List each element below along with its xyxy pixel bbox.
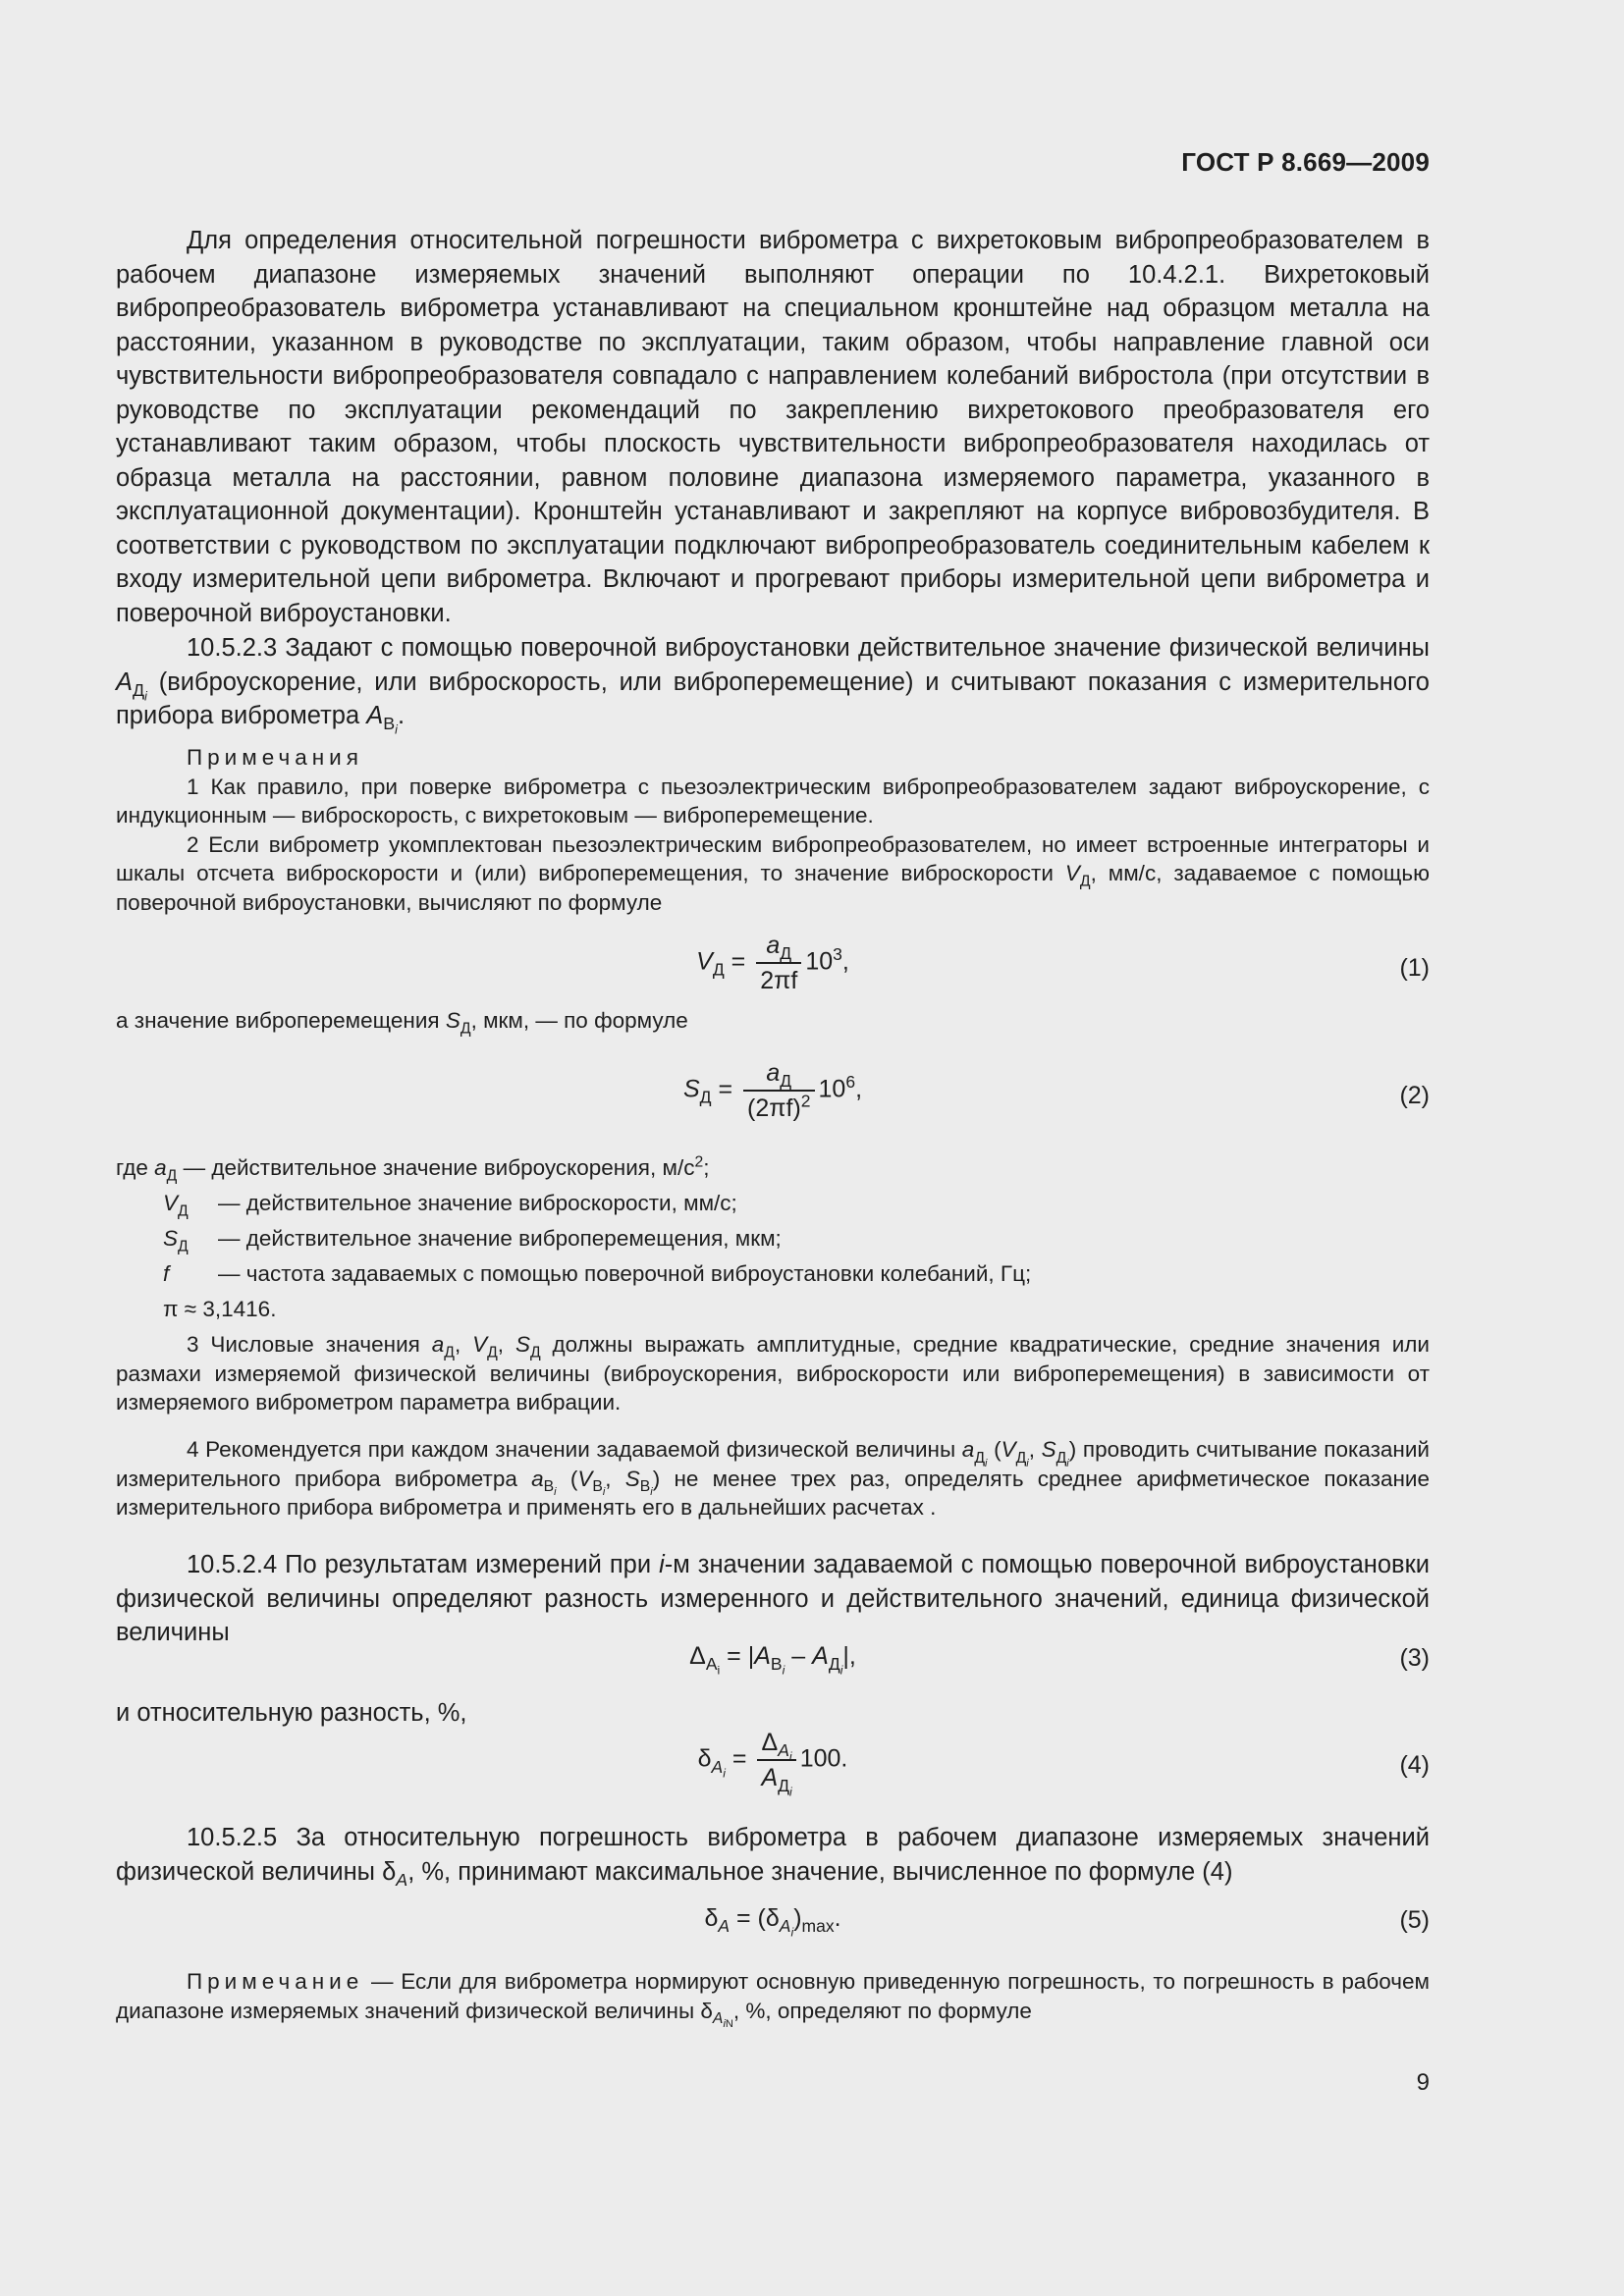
where-row: $V_Д$ — действительное значение виброскорости, мм/с; [163, 1191, 737, 1220]
where-row: $S_Д$ — действительное значение виброперемещения, мкм; [163, 1226, 782, 1255]
where-pi: π ≈ 3,1416. [163, 1297, 277, 1321]
formula-5: $\delta_A = (\delta_{A_i})_{max}$. (5) [704, 1904, 1430, 1940]
paragraph-10-5-2-4: 10.5.2.4 По результатам измерений при i-м значении задаваемой с помощью поверочной виброустановки физической величины определяют разность измеренного и действительного значений, единица физической величины [116, 1551, 1430, 1646]
note-3: 3 Числовые значения $a_Д$, $V_Д$, $S_Д$ должны выражать амплитудные, средние квадратические, средние значения или размахи измеряемой физической величины (виброускорения, виброскорости или виброперемещения) в зависимости от измеряемого виброметром параметра вибрации. [116, 1332, 1430, 1415]
paragraph-10-5-2-3: 10.5.2.3 Задают с помощью поверочной виброустановки действительное значение физической величины $A_{Д_i}$ (виброускорение, или виброскорость, или виброперемещение) и считывают показания с измерительного прибора виброметра $A_{В_i}$. [116, 634, 1430, 737]
formula-2: $S_Д$ = $\frac{a_Д}{(2\pi f)^2}$ $10^6$, (2) [682, 1059, 1430, 1122]
note-4: 4 Рекомендуется при каждом значении задаваемой физической величины $a_{Д_i}$ ($V_{Д_i}$, $S_{Д_i}$) проводить считывание показаний измерительного прибора виброметра $a_{В_i}$ ($V_{В_i}$, $S_{В_i}$) не менее трех раз, определять среднее арифметическое показание измерительного прибора виброметра и применять его в дальнейших расчетах . [116, 1437, 1430, 1520]
formula-3-number: (3) [1399, 1644, 1430, 1672]
formula-4-number: (4) [1399, 1751, 1430, 1779]
document-header: ГОСТ Р 8.669—2009 [1181, 147, 1430, 177]
where-first: где $a_Д$ — действительное значение виброускорения, $м/с^2$; [116, 1153, 710, 1185]
formula-2-number: (2) [1399, 1082, 1430, 1109]
note-1: 1 Как правило, при поверке виброметра с пьезоэлектрическим вибропреобразователем задают виброускорение, с индукционным — виброскорость, с вихретоковым — виброперемещение. [116, 774, 1430, 828]
formula-1: $V_Д$ = $\frac{a_Д}{2\pi f}$ $10^3$, (1) [696, 932, 1430, 994]
final-note: Примечание — Если для виброметра нормируют основную приведенную погрешность, то погрешность в рабочем диапазоне измеряемых значений физической величины $\delta_{A_{iN}}$, %, определяют по формуле [116, 1969, 1430, 2030]
text-between-1-2: а значение виброперемещения $S_Д$, мкм, — по формуле [116, 1008, 688, 1038]
paragraph-10-5-2-5: 10.5.2.5 За относительную погрешность виброметра в рабочем диапазоне измеряемых значений физической величины $\delta_A$, %, принимают максимальное значение, вычисленное по формуле (4) [116, 1824, 1430, 1890]
formula-3: $\Delta_{A_i} = |A_{В_i} - A_{Д_i}|$, (3) [689, 1642, 1430, 1678]
formula-4: $\delta_{A_i}$ = $\frac{\Delta_{A_i}}{A_{Д_i}}$ 100. (4) [697, 1729, 1430, 1799]
formula-1-number: (1) [1399, 954, 1430, 982]
text-between-3-4: и относительную разность, %, [116, 1699, 467, 1727]
notes-heading: Примечания [187, 745, 363, 770]
where-row: f — частота задаваемых с помощью поверочной виброустановки колебаний, Гц; [163, 1261, 1032, 1286]
page-number: 9 [1416, 2069, 1430, 2096]
note-2: 2 Если виброметр укомплектован пьезоэлектрическим вибропреобразователем, но имеет встроенные интеграторы и шкалы отсчета виброскорости и (или) виброперемещения, то значение виброскорости $V_Д$, мм/с, задаваемое с помощью поверочной виброустановки, вычисляют по формуле [116, 831, 1430, 915]
paragraph-intro: Для определения относительной погрешности виброметра с вихретоковым вибропреобразователем в рабочем диапазоне измеряемых значений выполняют операции по 10.4.2.1. Вихретоковый вибропреобразователь виброметра устанавливают на специальном кронштейне над образцом металла на расстоянии, указанном в руководстве по эксплуатации, таким образом, чтобы направление главной оси чувствительности вибропреобразователя совпадало с направлением колебаний вибростола (при отсутствии в руководстве по эксплуатации рекомендаций по закреплению вихретокового преобразователя его устанавливают таким образом, чтобы плоскость чувствительности вибропреобразователя находилась от образца металла на расстоянии, равном половине диапазона измеряемого параметра, указанного в эксплуатационной документации). Кронштейн устанавливают и закрепляют на корпусе вибровозбудителя. В соответствии с руководством по эксплуатации подключают вибропреобразователь соединительным кабелем к входу измерительной цепи виброметра. Включают и прогревают приборы измерительной цепи виброметра и поверочной виброустановки. [116, 227, 1430, 627]
where-block [116, 1150, 1430, 1327]
formula-5-number: (5) [1399, 1906, 1430, 1934]
